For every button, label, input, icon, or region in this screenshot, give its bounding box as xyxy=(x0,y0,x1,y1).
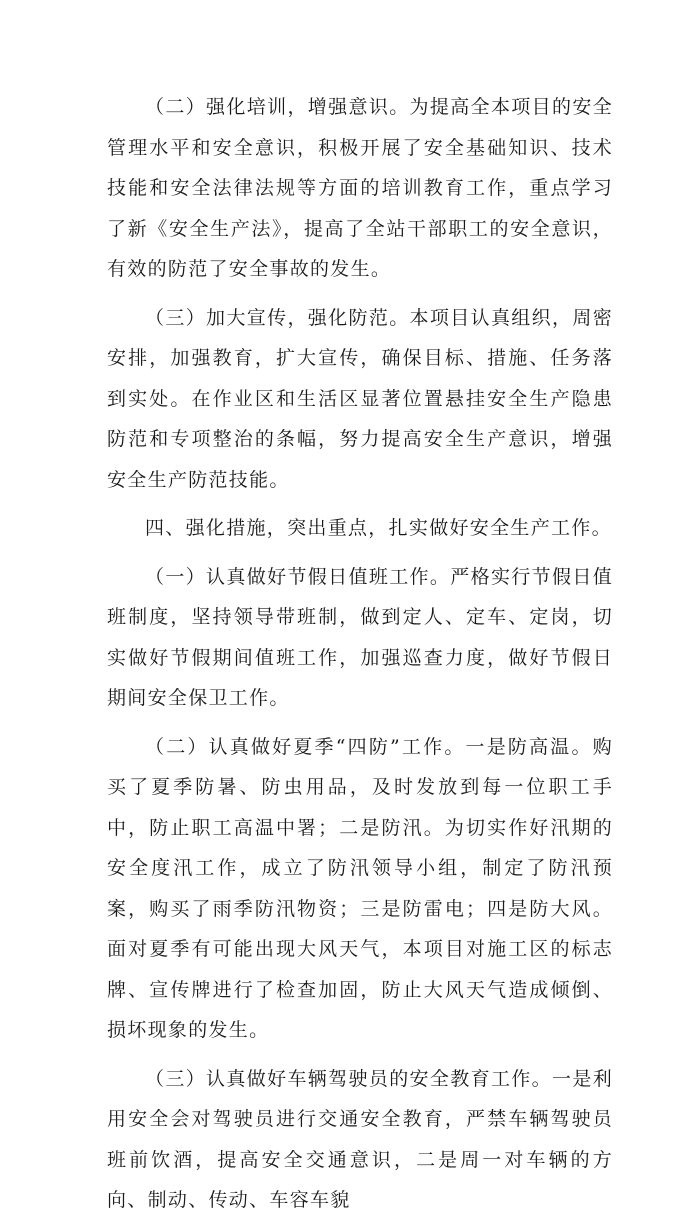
section-heading-four: 四、强化措施，突出重点，扎实做好安全生产工作。 xyxy=(145,517,612,539)
paragraph-publicity: （三）加大宣传，强化防范。本项目认真组织，周密安排，加强教育，扩大宣传，确保目标、措施、任务落到实处。在作业区和生活区显著位置悬挂安全生产隐患防范和专项整治的条幅，努力提高安全生产意识，增强安全生产防范技能。 xyxy=(107,306,613,491)
paragraph-training: （二）强化培训，增强意识。为提高全本项目的安全管理水平和安全意识，积极开展了安全基础知识、技术技能和安全法律法规等方面的培训教育工作，重点学习了新《安全生产法》，提高了全站干部职工的安全意识，有效的防范了安全事故的发生。 xyxy=(107,96,613,280)
paragraph-holiday-duty: （一）认真做好节假日值班工作。严格实行节假日值班制度，坚持领导带班制，做到定人、定车、定岗，切实做好节假期间值班工作，加强巡查力度，做好节假日期间安全保卫工作。 xyxy=(107,565,613,709)
paragraph-driver-education: （三）认真做好车辆驾驶员的安全教育工作。一是利用安全会对驾驶员进行交通安全教育，严禁车辆驾驶员班前饮酒，提高安全交通意识，二是周一对车辆的方向、制动、传动、车容车貌 xyxy=(107,1067,613,1211)
paragraph-summer-four-defenses: （二）认真做好夏季“四防”工作。一是防高温。购买了夏季防暑、防虫用品，及时发放到每一位职工手中，防止职工高温中署；二是防汛。为切实作好汛期的安全度汛工作，成立了防汛领导小组，制定了防汛预案，购买了雨季防汛物资；三是防雷电；四是防大风。面对夏季有可能出现大风天气，本项目对施工区的标志牌、宣传牌进行了检查加固，防止大风天气造成倾倒、损坏现象的发生。 xyxy=(107,735,613,1041)
document-body xyxy=(107,87,613,1229)
